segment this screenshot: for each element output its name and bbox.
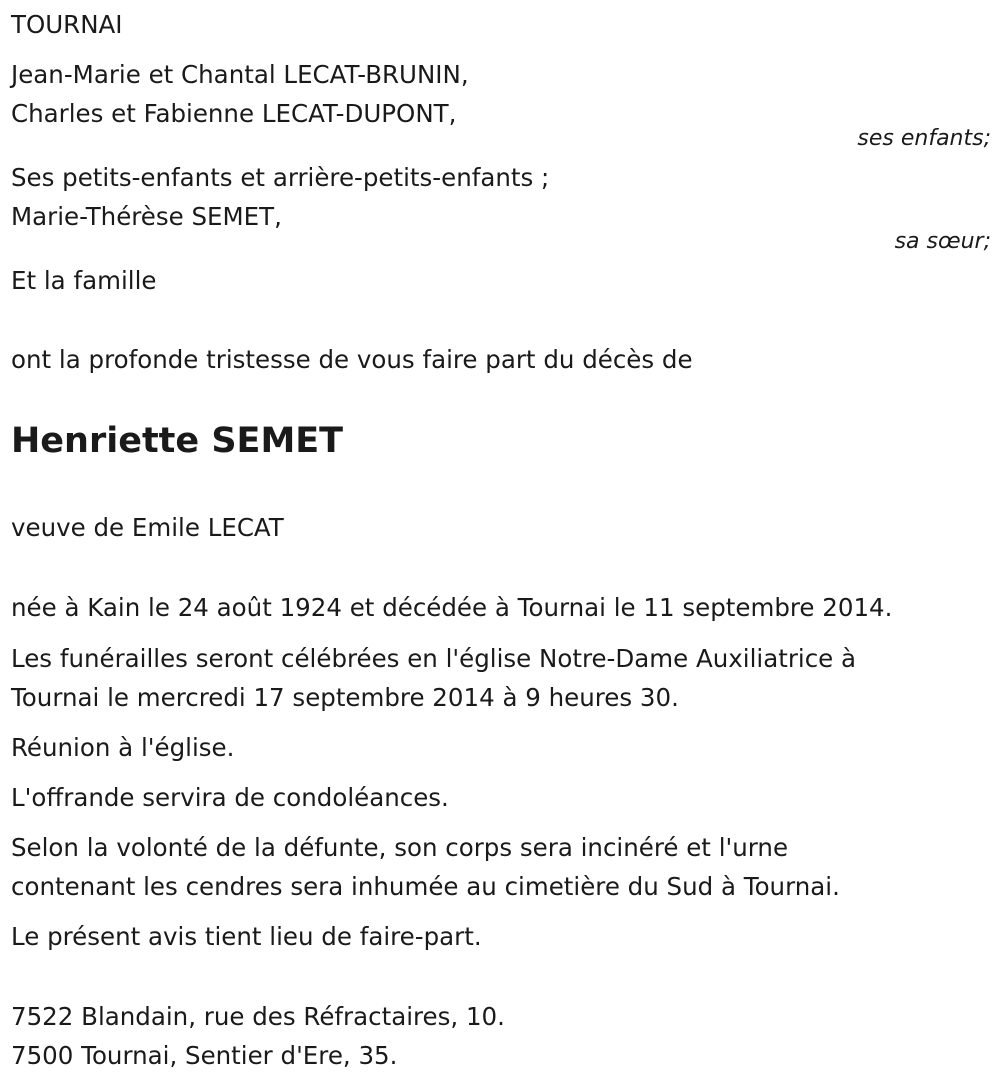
sister-line: Marie-Thérèse SEMET, <box>11 202 282 231</box>
sister-role: sa sœur; <box>894 229 991 254</box>
offering-line: L'offrande servira de condoléances. <box>11 783 449 812</box>
birth-death-line: née à Kain le 24 août 1924 et décédée à Tournai le 11 septembre 2014. <box>11 593 893 622</box>
grandchildren-line: Ses petits-enfants et arrière-petits-enfants ; <box>11 163 550 192</box>
meeting-line: Réunion à l'église. <box>11 733 235 762</box>
location-heading: TOURNAI <box>11 10 123 39</box>
announcement-text: ont la profonde tristesse de vous faire part du décès de <box>11 345 693 374</box>
children-role: ses enfants; <box>857 126 991 151</box>
address-line-2: 7500 Tournai, Sentier d'Ere, 35. <box>11 1041 398 1070</box>
wish-line-2: contenant les cendres sera inhumée au cimetière du Sud à Tournai. <box>11 872 840 901</box>
deceased-name: Henriette SEMET <box>11 421 344 461</box>
funeral-line-1: Les funérailles seront célébrées en l'église Notre-Dame Auxiliatrice à <box>11 644 857 673</box>
children-line-1: Jean-Marie et Chantal LECAT-BRUNIN, <box>11 60 469 89</box>
children-line-2: Charles et Fabienne LECAT-DUPONT, <box>11 99 457 128</box>
funeral-line-2: Tournai le mercredi 17 septembre 2014 à 9 heures 30. <box>11 683 679 712</box>
wish-line-1: Selon la volonté de la défunte, son corps sera incinéré et l'urne <box>11 833 789 862</box>
notice-line: Le présent avis tient lieu de faire-part. <box>11 922 482 951</box>
family-line: Et la famille <box>11 266 157 295</box>
address-line-1: 7522 Blandain, rue des Réfractaires, 10. <box>11 1002 505 1031</box>
widow-of-line: veuve de Emile LECAT <box>11 513 284 542</box>
